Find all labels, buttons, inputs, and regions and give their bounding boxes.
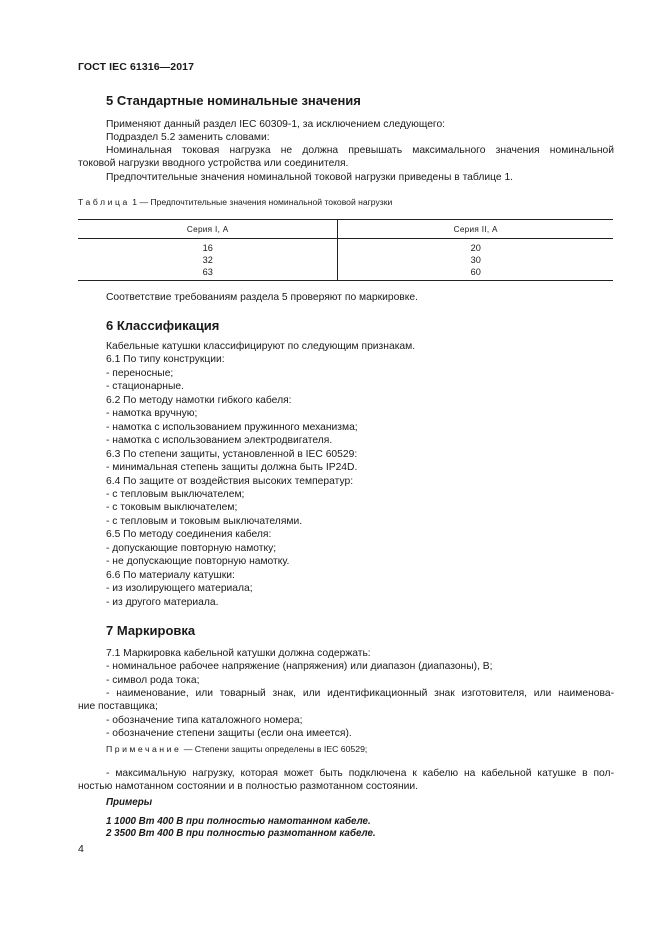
page-number: 4 [78,843,84,855]
column-header-series-2: Серия II, А [338,220,613,239]
paragraph-line: Номинальная токовая нагрузка не должна превышать максимального значения номинальной [106,145,614,156]
list-item: 6.3 По степени защиты, установленной в IEC 60529: [106,448,358,460]
table-caption [78,197,392,207]
list-item: - обозначение типа каталожного номера; [106,715,303,726]
list-item: - с тепловым и токовым выключателями. [106,515,303,527]
list-item: - переносные; [106,367,174,379]
table-cell [338,239,613,281]
examples-title: Примеры [106,797,153,808]
table-cell [78,239,338,281]
list-item: - минимальная степень защиты должна быть IP24D. [106,462,358,474]
list-item: - символ рода тока; [106,674,200,686]
list-item: 6.2 По методу намотки гибкого кабеля: [106,394,292,406]
example-2: 2 3500 Вт 400 В при полностью размотанном кабеле. [106,828,376,839]
cell-value: 20 [470,243,481,253]
table-caption-prefix: Таблица [78,197,130,207]
note-prefix: Примечание [106,744,182,754]
list-item: Кабельные катушки классифицируют по следующим признакам. [106,341,416,352]
list-item: - намотка с использованием электродвигателя. [106,435,333,447]
cell-value: 30 [470,255,481,265]
cell-value: 60 [470,267,481,277]
current-ratings-table [78,219,613,281]
list-item: 6.5 По методу соединения кабеля: [106,529,272,541]
section-5-paragraph: Подраздел 5.2 заменить словами: [106,132,270,143]
section-7-title: 7 Маркировка [106,623,196,638]
paragraph-line: ностью намотанном состоянии и в полностью размотанном состоянии. [78,781,419,793]
marking-list-cont [106,714,352,741]
list-item: 6.6 По материалу катушки: [106,569,235,581]
cell-value: 32 [202,255,213,265]
list-item: - намотка с использованием пружинного механизма; [106,421,358,433]
list-item: - из изолирующего материала; [106,583,253,595]
list-item: - с токовым выключателем; [106,502,238,514]
list-item: 6.4 По защите от воздействия высоких температур: [106,475,354,487]
note [106,744,367,754]
list-item: - стационарные. [106,381,184,393]
list-item: - намотка вручную; [106,408,198,420]
section-5-paragraph [78,144,614,171]
section-6-title: 6 Классификация [106,318,220,333]
paragraph-line: - наименование, или товарный знак, или идентификационный знак изготовителя, или наименова- [106,688,614,699]
list-item: - с тепловым выключателем; [106,488,245,500]
marking-list [106,647,493,687]
paragraph-line: ние поставщика; [78,701,158,713]
classification-list [106,340,415,609]
section-5-paragraph: Применяют данный раздел IEC 60309-1, за исключением следующего: [106,119,446,130]
list-item: 7.1 Маркировка кабельной катушки должна содержать: [106,648,371,659]
list-item: - допускающие повторную намотку; [106,542,277,554]
list-item: - из другого материала. [106,596,219,608]
table-row [78,239,613,281]
cell-value: 16 [202,243,213,253]
example-1: 1 1000 Вт 400 В при полностью намотанном кабеле. [106,816,371,827]
cell-value: 63 [202,267,213,277]
list-item: - не допускающие повторную намотку. [106,556,290,568]
document-header: ГОСТ IEC 61316—2017 [78,61,195,73]
table-caption-text: 1 — Предпочтительные значения номинальной токовой нагрузки [129,197,393,207]
max-load-paragraph [78,767,614,794]
table-header-row [78,220,613,239]
compliance-paragraph: Соответствие требованиям раздела 5 проверяют по маркировке. [106,292,418,303]
section-5-title: 5 Стандартные номинальные значения [106,93,361,108]
paragraph-line: - максимальную нагрузку, которая может быть подключена к кабелю на кабельной катушке в пол- [106,768,614,779]
column-header-series-1: Серия I, А [78,220,338,239]
paragraph-line: токовой нагрузки вводного устройства или соединителя. [78,158,349,170]
note-text: — Степени защиты определены в IEC 60529; [181,744,368,754]
section-5-paragraph: Предпочтительные значения номинальной токовой нагрузки приведены в таблице 1. [106,172,514,183]
list-item: - номинальное рабочее напряжение (напряжения) или диапазон (диапазоны), В; [106,661,493,673]
manufacturer-item [78,687,614,714]
list-item: 6.1 По типу конструкции: [106,354,225,366]
list-item: - обозначение степени защиты (если она имеется). [106,728,352,740]
